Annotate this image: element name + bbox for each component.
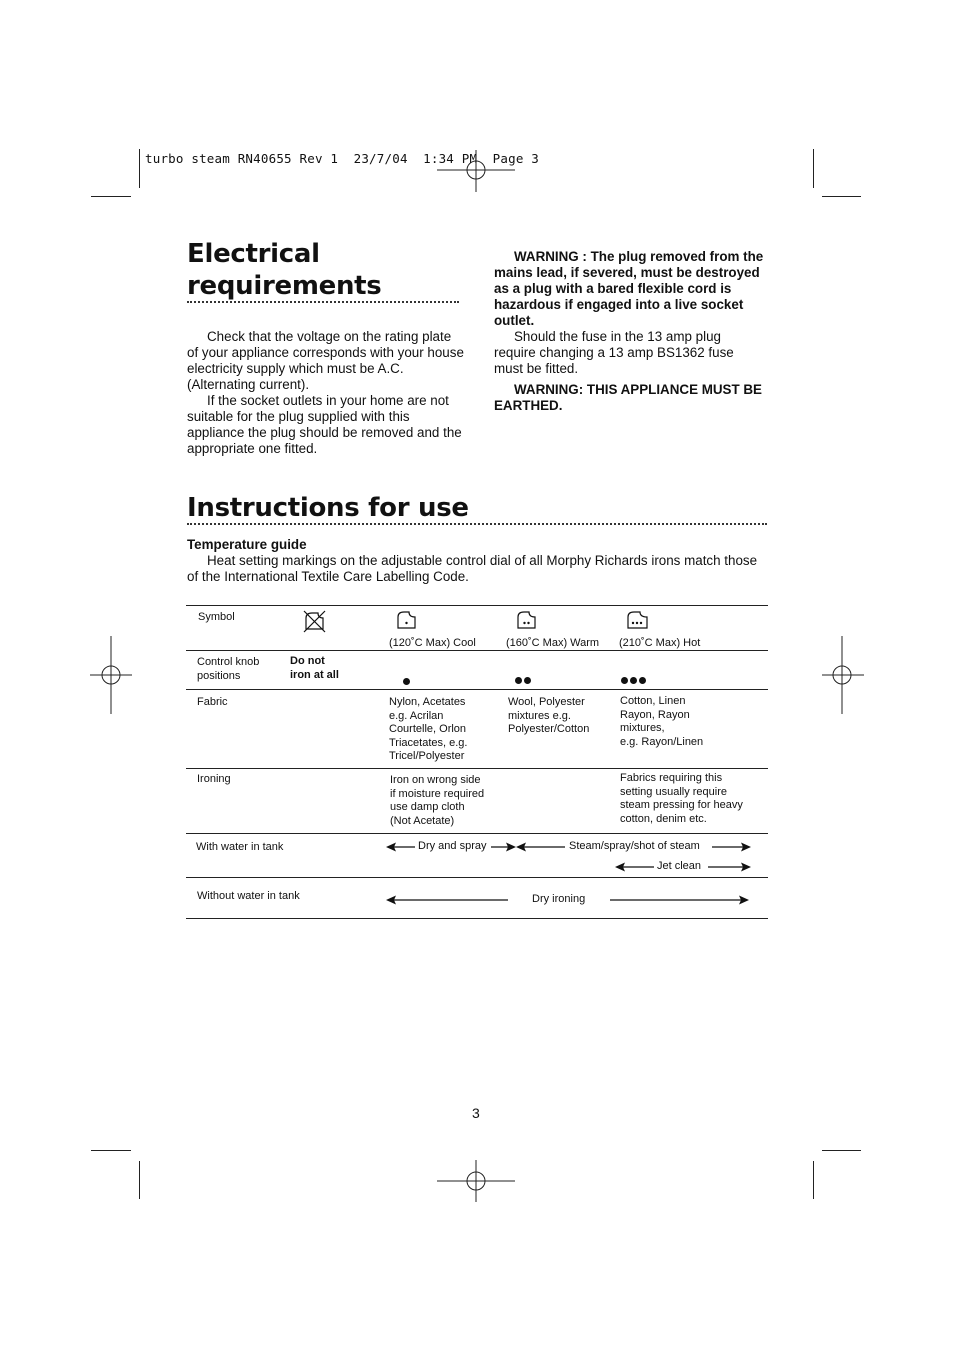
table-rule (186, 689, 768, 690)
registration-mark-icon (437, 1160, 517, 1202)
label-line: Control knob (197, 656, 260, 668)
cell-line: Courtelle, Orlon (389, 723, 467, 735)
arrow-right-icon (610, 894, 750, 906)
label-line: positions (197, 669, 241, 682)
cell-line: Iron on wrong side (390, 774, 481, 786)
row-label-knob (197, 656, 259, 683)
registration-mark-icon (90, 636, 132, 714)
cell-line: e.g. Rayon/Linen (620, 735, 704, 748)
ironing-cool (390, 774, 484, 828)
cell-line: mixtures, (620, 722, 665, 734)
cell-line: steam pressing for heavy (620, 799, 743, 811)
cell-line: e.g. Acrilan (389, 709, 444, 722)
arrow-right-icon (491, 841, 517, 853)
section-title-electrical (187, 238, 382, 302)
page-number: 3 (472, 1105, 480, 1121)
table-rule (186, 833, 768, 834)
subheading: Temperature guide (187, 537, 307, 552)
arrow-right-icon (712, 841, 752, 853)
paragraph: Check that the voltage on the rating plate of your appliance corresponds with your house electricity supply which must be A.C. (Alternating current). (187, 329, 464, 392)
jet-clean-label: Jet clean (657, 860, 702, 872)
iron-one-dot-icon (396, 609, 418, 631)
label-line: iron at all (290, 668, 339, 681)
cell-line: use damp cloth (390, 801, 465, 813)
row-label-symbol: Symbol (198, 611, 235, 623)
crop-mark (139, 1161, 140, 1199)
cell-line: Rayon, Rayon (620, 708, 690, 721)
table-rule (186, 768, 768, 769)
crop-mark (91, 1150, 131, 1151)
intro-paragraph: Heat setting markings on the adjustable control dial of all Morphy Richards irons match those of the International Textile Care Labelling Code. (187, 553, 758, 584)
crop-mark (822, 1150, 861, 1151)
table-rule (186, 877, 768, 878)
cell-line: setting usually require (620, 785, 728, 798)
row-label-fabric: Fabric (197, 696, 228, 708)
dry-ironing-label: Dry ironing (532, 893, 586, 905)
cell-line: (Not Acetate) (390, 814, 455, 827)
electrical-warnings (494, 249, 766, 414)
warning-text: WARNING: THIS APPLIANCE MUST BE EARTHED. (494, 382, 762, 413)
crop-mark (139, 149, 140, 188)
section-title-instructions: Instructions for use (187, 493, 469, 523)
iron-two-dots-icon (516, 609, 538, 631)
crop-mark (813, 1161, 814, 1199)
row-label-no-water: Without water in tank (197, 890, 300, 902)
arrow-right-icon (708, 861, 752, 873)
paragraph: If the socket outlets in your home are not suitable for the plug supplied with this appliance the plug should be removed and the appropriate one fitted. (187, 393, 462, 456)
temp-label-hot: (210˚C Max) Hot (619, 637, 701, 649)
arrow-left-icon (386, 894, 510, 906)
knob-position-three-dots (621, 671, 648, 689)
registration-mark-icon (822, 636, 864, 714)
cell-line: Triacetates, e.g. (389, 736, 468, 749)
row-label-ironing: Ironing (197, 773, 231, 785)
do-not-iron-text (290, 655, 339, 682)
fabric-cool (389, 696, 467, 764)
fabric-warm (508, 696, 589, 737)
steam-spray-label: Steam/spray/shot of steam (569, 840, 700, 852)
crop-mark (91, 196, 131, 197)
print-slug: turbo steam RN40655 Rev 1 23/7/04 1:34 PM Page 3 (145, 151, 540, 166)
ironing-hot (620, 772, 743, 826)
fabric-hot (620, 695, 703, 749)
knob-position-one-dot (403, 672, 412, 690)
cell-line: Cotton, Linen (620, 695, 686, 707)
row-label-water: With water in tank (196, 841, 284, 853)
iron-three-dots-icon (626, 609, 650, 631)
arrow-left-icon (516, 841, 566, 853)
cell-line: cotton, denim etc. (620, 812, 707, 825)
dry-spray-label: Dry and spray (418, 840, 487, 852)
cell-line: Tricel/Polyester (389, 750, 465, 762)
table-rule (186, 605, 768, 606)
temp-label-warm: (160˚C Max) Warm (506, 637, 600, 649)
knob-position-two-dots (515, 671, 533, 689)
cell-line: Wool, Polyester (508, 696, 585, 708)
title-line: requirements (187, 271, 382, 301)
temp-label-cool: (120˚C Max) Cool (389, 637, 476, 649)
arrow-left-icon (615, 861, 655, 873)
label-line: Do not (290, 655, 325, 667)
cell-line: if moisture required (390, 787, 485, 800)
crop-mark (822, 196, 861, 197)
crop-mark (813, 149, 814, 188)
cell-line: mixtures e.g. (508, 709, 571, 722)
dotted-rule (187, 523, 767, 525)
cell-line: Nylon, Acetates (389, 696, 466, 708)
cell-line: Polyester/Cotton (508, 723, 590, 735)
do-not-iron-icon (303, 610, 327, 634)
title-line: Electrical (187, 239, 320, 269)
arrow-left-icon (386, 841, 416, 853)
electrical-body (187, 329, 465, 457)
cell-line: Fabrics requiring this (620, 772, 723, 784)
warning-text: WARNING : The plug removed from the mains lead, if severed, must be destroyed as a plug with a bared flexible cord is hazardous if engaged into a live socket outlet. (494, 249, 764, 328)
dotted-rule (187, 301, 459, 303)
table-rule (186, 918, 768, 919)
paragraph: Should the fuse in the 13 amp plug require changing a 13 amp BS1362 fuse must be fitted. (494, 329, 734, 376)
